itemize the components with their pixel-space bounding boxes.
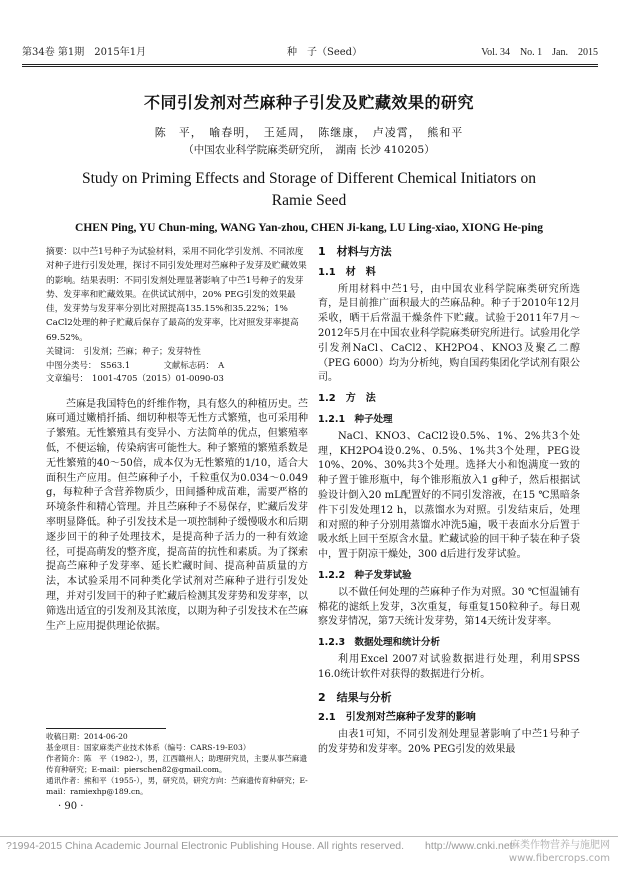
footer-rule — [0, 836, 618, 837]
title-cn: 不同引发剂对苎麻种子引发及贮藏效果的研究 — [143, 93, 474, 112]
section-2-1-text: 由表1可知，不同引发剂处理显著影响了中苎1号种子的发芽势和发芽率。20% PEG引发的效果最 — [318, 729, 580, 755]
journal-issue: 第34卷 第1期 2015年1月 — [22, 47, 147, 58]
footnote-fund: 基金项目：国家麻类产业技术体系（编号：CARS-19-E03） — [46, 743, 251, 752]
footnote-received: 收稿日期：2014-06-20 — [46, 732, 128, 741]
section-1-2-1-heading: 1.2.1 种子处理 — [318, 413, 393, 425]
abstract-text: 摘要：以中苎1号种子为试验材料，采用不同化学引发剂、不同浓度对种子进行引发处理，探讨不同引发处理对苎麻种子发芽及贮藏效果的影响。结果表明：不同引发剂处理显著影响了中苎1号种子的发芽势、发芽率和贮藏效果。在供试试剂中，20% PEG引发的效果最佳，发芽势与发芽率分别比对照提高135.15%和35.22%；1% CaCl2处理的种子贮藏后保存了最高的发芽率，比对照发芽率提高69.52%。 — [46, 247, 307, 343]
authors-cn: 陈 平， 喻春明， 王延周， 陈继康， 卢凌霄， 熊和平 — [154, 126, 464, 139]
title-en-line-2: Ramie Seed — [271, 192, 347, 209]
header-rule-2 — [22, 66, 598, 67]
journal-issue-en: Vol. 34 No. 1 Jan. 2015 — [481, 47, 598, 58]
running-header — [22, 44, 598, 62]
section-1-2-heading: 1.2 方 法 — [318, 393, 376, 405]
section-1-2-3-text: 利用Excel 2007对试验数据进行处理，利用SPSS 16.0统计软件对获得的数据进行分析。 — [318, 653, 580, 680]
footnote-corresponding: 通讯作者：熊和平（1955-），男，研究员，研究方向：苎麻遗传育种研究；E-mail：ramiexhp@189.cn。 — [46, 776, 308, 796]
header-rule — [22, 64, 598, 65]
section-2-1-heading: 2.1 引发剂对苎麻种子发芽的影响 — [318, 712, 476, 724]
intro-paragraph: 苎麻是我国特色的纤维作物，具有悠久的种植历史。苎麻可通过嫩梢扦插、细切种根等无性方式繁殖，也可采用种子繁殖。无性繁殖具有变异小、方法简单的优点，但繁殖率低，不便运输，传染病害可能性大。种子繁殖的繁殖系数是无性繁殖的40～50倍，成本仅为无性繁殖的1/10，适合大面积生产应用。但苎麻种子小，千粒重仅为0.034～0.049 g，每粒种子含营养物质少，田间播种成苗难，需要严格的环境条件和精心管理。并且苎麻种子不易保存，贮藏后发芽率明显降低。种子引发技术是一项控制种子缓慢吸水和后期逐步回干的种子处理技术，是提高种子活力的一种有效途径，可提高萌发的整齐度，提高苗的抗性和素质。为了探索提高苎麻种子发芽率、延长贮藏时间、提高种苗质量的方法，本试验采用不同种类化学试剂对苎麻种子进行引发处理，并对引发回干的种子贮藏后检测其发芽势和发芽率，以筛选出适宜的引发剂及其浓度，以期为种子引发技术在苎麻生产上应用提供理论依据。 — [46, 398, 308, 632]
affiliation-cn: （中国农业科学院麻类研究所， 湖南 长沙 410205） — [183, 144, 435, 156]
page-number: · 90 · — [58, 801, 84, 812]
class-number: 中图分类号： S563.1 文献标志码： A — [46, 359, 225, 370]
section-1-heading: 1 材料与方法 — [318, 245, 392, 258]
site-watermark: 麻类作物营养与施肥网 www.fibercrops.com — [508, 840, 610, 864]
left-column — [46, 245, 308, 644]
section-1-1-text: 所用材料中苎1号，由中国农业科学院麻类研究所选育，是目前推广面积最大的苎麻品种。种子于2010年12月采收，晒干后常温干燥条件下贮藏。试验于2011年7月～2012年5月在中国农业科学院麻类研究所进行。试验用化学引发剂NaCl、CaCl2、KH2PO4、KNO3及聚乙二醇（PEG 6000）均为分析纯，购自国药集团化学试剂有限公司。 — [318, 283, 580, 384]
section-1-2-2-text: 以不做任何处理的苎麻种子作为对照。30 ℃恒温铺有棉花的滤纸上发芽，3次重复，每重复150粒种子。每日观察发芽情况，第7天统计发芽势，第14天统计发芽率。 — [318, 586, 580, 628]
authors-en: CHEN Ping, YU Chun-ming, WANG Yan-zhou, CHEN Ji-kang, LU Ling-xiao, XIONG He-ping — [75, 222, 543, 234]
footnote-rule — [46, 728, 166, 729]
footnote-author: 作者简介：陈 平（1982-），男，江西赣州人；助理研究员，主要从事苎麻遗传育种研究；E-mail：pierschen82@gmail.com。 — [46, 754, 308, 774]
title-en — [0, 168, 618, 212]
journal-name: 种 子（Seed） — [287, 47, 363, 58]
title-en-line-1: Study on Priming Effects and Storage of Different Chemical Initiators on — [81, 170, 536, 187]
keywords: 关键词： 引发剂；苎麻；种子；发芽特性 — [46, 346, 201, 357]
section-2-heading: 2 结果与分析 — [318, 690, 392, 704]
section-1-2-1-text: NaCl、KNO3、CaCl2设0.5%、1%、2%共3个处理，KH2PO4设0.2%、0.5%、1%共3个处理，PEG设10%、20%、30%共3个处理。选择大小和饱满度一致的种子置于锥形瓶中，每个锥形瓶放入1 g种子，然后根据试验设计倒入20 mL配置好的不同引发溶液，在15 ℃黑暗条件下引发处理12 h，以蒸馏水为对照。引发结束后，处理和对照的种子分别用蒸馏水冲洗5遍，吸干表面水分后置于吸水纸上回干至原含水量。贮藏试验的回干种子装在种子袋中，置于阴凉干燥处，300 d后进行发芽试验。 — [318, 430, 580, 561]
abstract — [46, 245, 308, 345]
section-1-2-2-heading: 1.2.2 种子发芽试验 — [318, 569, 412, 581]
section-1-2-3-heading: 1.2.3 数据处理和统计分析 — [318, 637, 441, 649]
copyright-notice: ?1994-2015 China Academic Journal Electronic Publishing House. All rights reserved. http://www.cnki.net — [6, 840, 513, 852]
section-1-1-heading: 1.1 材 料 — [318, 266, 376, 278]
right-column — [318, 243, 580, 758]
article-number: 文章编号： 1001-4705（2015）01-0090-03 — [46, 373, 224, 384]
footnote — [46, 731, 308, 797]
